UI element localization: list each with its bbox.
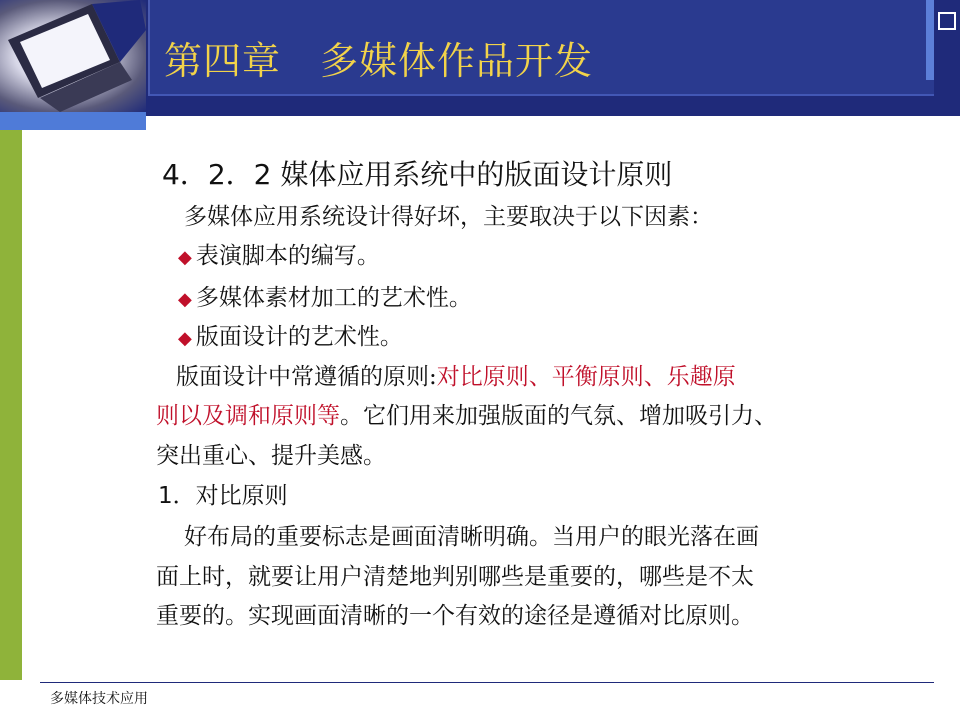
body-line: 好布局的重要标志是画面清晰明确。当用户的眼光落在画 xyxy=(184,524,759,550)
body-line: 重要的。实现画面清晰的一个有效的途径是遵循对比原则。 xyxy=(156,603,754,629)
principles-prefix: 版面设计中常遵循的原则: xyxy=(176,364,437,390)
principles-rest: 。它们用来加强版面的气氛、增加吸引力、 xyxy=(340,403,777,429)
diamond-bullet-icon: ◆ xyxy=(178,289,192,310)
bullet-text: 表演脚本的编写。 xyxy=(195,243,380,269)
footer-label: 多媒体技术应用 xyxy=(50,691,148,707)
principles-line-2 xyxy=(156,401,777,431)
diamond-bullet-icon: ◆ xyxy=(178,328,192,349)
principles-highlight-cont: 则以及调和原则等 xyxy=(156,403,340,429)
principles-highlight: 对比原则、平衡原则、乐趣原 xyxy=(436,364,736,390)
bullet-text: 版面设计的艺术性。 xyxy=(195,324,403,350)
principles-line-1 xyxy=(176,362,736,392)
bullet-item xyxy=(178,322,403,354)
page-title: 第四章 多媒体作品开发 xyxy=(164,39,594,83)
bullet-item xyxy=(178,283,472,315)
principles-line-3: 突出重心、提升美感。 xyxy=(156,443,386,469)
section-heading: 4．2．2 媒体应用系统中的版面设计原则 xyxy=(162,158,673,191)
bullet-item xyxy=(178,241,380,273)
intro-text: 多媒体应用系统设计得好坏，主要取决于以下因素： xyxy=(184,204,713,230)
diamond-bullet-icon: ◆ xyxy=(178,247,192,268)
body-line: 面上时，就要让用户清楚地判别哪些是重要的，哪些是不太 xyxy=(156,564,754,590)
subsection-heading: 1．对比原则 xyxy=(158,483,288,509)
footer-divider xyxy=(40,682,934,683)
bullet-text: 多媒体素材加工的艺术性。 xyxy=(195,285,472,311)
